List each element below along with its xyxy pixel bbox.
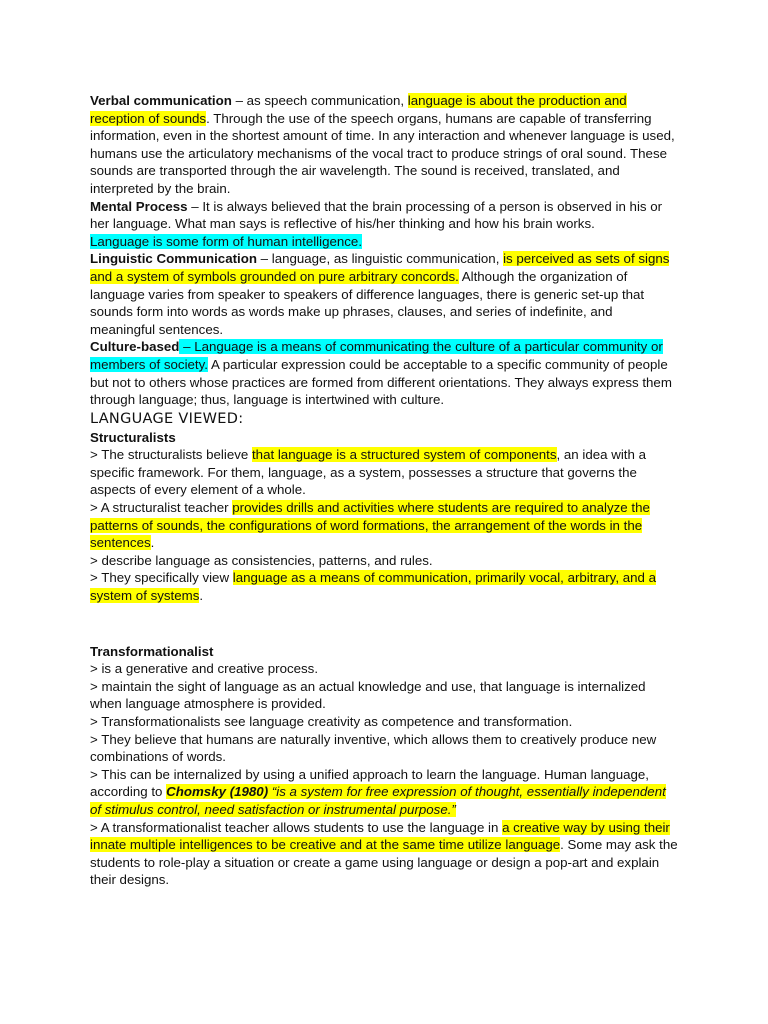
text: . <box>150 535 155 551</box>
highlight-yellow-quote: “is a system for free expression of thought, essentially independent of stimulus control, need satisfaction or instrumental purpose.” <box>90 784 666 817</box>
text: , an idea with a specific framework. For them, language, as a system, possesses a structure that governs the aspects of every element of a whole. <box>90 447 646 498</box>
highlight-yellow: a creative way by using their innate multiple intelligences to be creative and at the same time utilize language <box>90 819 670 853</box>
paragraph-verbal-communication <box>90 92 680 198</box>
highlight-yellow: that language is a structured system of components <box>251 447 557 463</box>
text: – as speech communication, <box>231 93 408 108</box>
paragraph-mental-process <box>90 198 680 251</box>
highlight-cyan: Language is some form of human intelligence. <box>90 233 363 249</box>
text: > A structuralist teacher <box>90 500 233 516</box>
highlight-yellow: is perceived as sets of signs and a system of symbols grounded on pure arbitrary concords. <box>90 251 670 284</box>
transformationalist-heading: Transformationalist <box>90 643 214 659</box>
term-mental-process: Mental Process <box>90 198 188 214</box>
transformationalist-item-2: > maintain the sight of language as an actual knowledge and use, that language is internalized when language atmosphere is provided. <box>90 678 646 712</box>
text: > A transformationalist teacher allows students to use the language in <box>90 819 503 835</box>
text: > The structuralists believe <box>90 447 252 463</box>
term-culture-based: Culture-based <box>90 339 180 355</box>
document-page <box>90 92 680 889</box>
paragraph-linguistic-communication <box>90 250 680 338</box>
highlight-yellow: provides drills and activities where students are required to analyze the patterns of sounds, the configurations of word formations, the arrangement of the words in the sentences <box>90 500 650 551</box>
text: A particular expression could be acceptable to a specific community of people but not to others whose practices are formed from different orientations. They always express them through language; thus, language is intertwined with culture. <box>90 356 672 408</box>
structuralists-item-1 <box>90 446 680 499</box>
paragraph-culture-based <box>90 338 680 408</box>
transformationalist-item-6 <box>90 819 680 889</box>
structuralists-item-3: > describe language as consistencies, patterns, and rules. <box>90 552 433 568</box>
text: > They specifically view <box>90 570 233 586</box>
text: . <box>199 588 204 604</box>
highlight-yellow-citation: Chomsky (1980) <box>166 784 269 800</box>
text: – It is always believed that the brain processing of a person is observed in his or her language. What man says is reflective of his/her thinking and how his brain works. <box>90 198 663 232</box>
text: . Some may ask the students to role-play a situation or create a game using language or design a pop-art and explain their designs. <box>90 837 678 888</box>
transformationalist-item-4: > They believe that humans are naturally inventive, which allows them to creatively produce new combinations of words. <box>90 731 657 765</box>
text: > This can be internalized by using a unified approach to learn the language. Human language, according to <box>90 766 649 800</box>
term-linguistic-communication: Linguistic Communication <box>90 251 257 267</box>
term-verbal-communication: Verbal communication <box>90 93 232 108</box>
text: . Through the use of the speech organs, humans are capable of transferring information, even in the shortest amount of time. In any interaction and whenever language is used, humans use the articulatory mechanisms of the vocal tract to produce strings of oral sound. These sounds are transported through the air wavelength. The sound is received, translated, and interpreted by the brain. <box>90 110 675 196</box>
structuralists-item-2 <box>90 499 680 552</box>
section-heading: LANGUAGE VIEWED: <box>90 410 244 427</box>
transformationalist-item-5 <box>90 766 680 819</box>
highlight-yellow: language is about the production and reception of sounds <box>90 93 627 126</box>
highlight-cyan: – Language is a means of communicating the culture of a particular community or members of society. <box>90 339 663 372</box>
transformationalist-item-3: > Transformationalists see language creativity as competence and transformation. <box>90 714 573 729</box>
text: Although the organization of language varies from speaker to speakers of difference languages, there is generic set-up that sounds form into words as words make up phrases, clauses, and series of indefinite, and meaningful sentences. <box>90 268 645 337</box>
highlight-yellow: language as a means of communication, primarily vocal, arbitrary, and a system of systems <box>90 570 657 604</box>
structuralists-heading: Structuralists <box>90 429 176 445</box>
structuralists-item-4 <box>90 569 680 604</box>
transformationalist-item-1: > is a generative and creative process. <box>90 661 319 677</box>
text: – language, as linguistic communication, <box>256 251 504 267</box>
